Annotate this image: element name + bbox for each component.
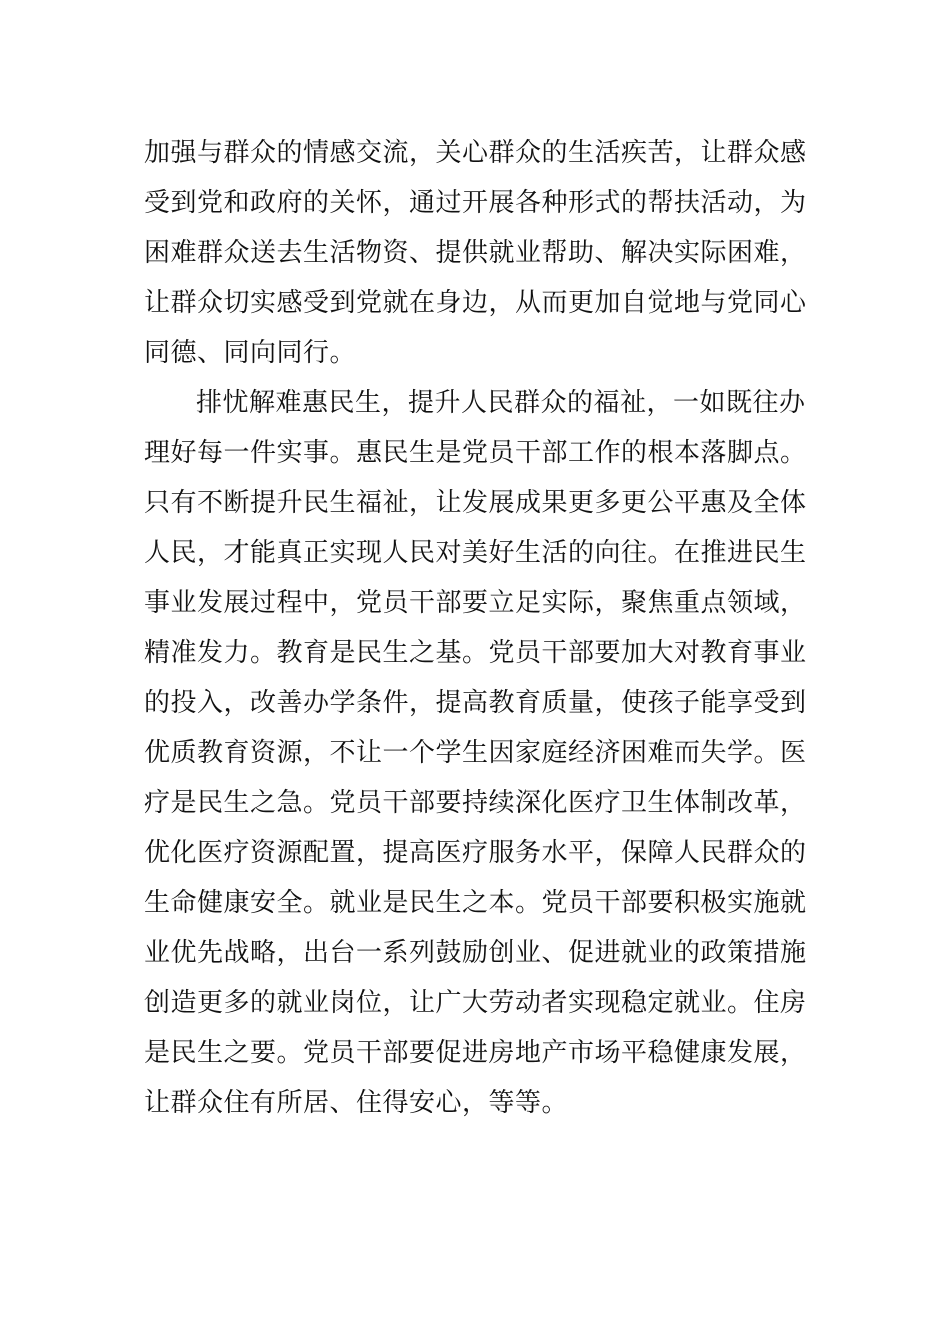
- text-line: 优质教育资源，不让一个学生因家庭经济困难而失学。医: [144, 738, 807, 768]
- text-line: 理好每一件实事。惠民生是党员干部工作的根本落脚点。: [144, 438, 807, 468]
- text-line: 事业发展过程中，党员干部要立足实际，聚焦重点领域，: [144, 588, 807, 618]
- text-line: 优化医疗资源配置，提高医疗服务水平，保障人民群众的: [144, 838, 807, 868]
- paragraph-2: [144, 378, 810, 1128]
- text-line: 让群众切实感受到党就在身边，从而更加自觉地与党同心: [144, 288, 807, 318]
- text-line: 创造更多的就业岗位，让广大劳动者实现稳定就业。住房: [144, 988, 807, 1018]
- text-line: 受到党和政府的关怀，通过开展各种形式的帮扶活动，为: [144, 188, 807, 218]
- body-text: [144, 128, 810, 1128]
- text-line: 业优先战略，出台一系列鼓励创业、促进就业的政策措施: [144, 938, 807, 968]
- text-line: 加强与群众的情感交流，关心群众的生活疾苦，让群众感: [144, 138, 807, 168]
- text-line: 的投入，改善办学条件，提高教育质量，使孩子能享受到: [144, 688, 807, 718]
- text-line: 是民生之要。党员干部要促进房地产市场平稳健康发展，: [144, 1038, 807, 1068]
- text-line: 困难群众送去生活物资、提供就业帮助、解决实际困难，: [144, 238, 807, 268]
- text-line: 精准发力。教育是民生之基。党员干部要加大对教育事业: [144, 638, 807, 668]
- text-line: 让群众住有所居、住得安心，等等。: [144, 1088, 569, 1118]
- text-line: 疗是民生之急。党员干部要持续深化医疗卫生体制改革，: [144, 788, 807, 818]
- paragraph-1: [144, 128, 810, 378]
- text-line: 只有不断提升民生福祉，让发展成果更多更公平惠及全体: [144, 488, 807, 518]
- text-line: 生命健康安全。就业是民生之本。党员干部要积极实施就: [144, 888, 807, 918]
- text-line: 排忧解难惠民生，提升人民群众的福祉，一如既往办: [196, 388, 806, 418]
- text-line: 同德、同向同行。: [144, 338, 357, 368]
- text-line: 人民，才能真正实现人民对美好生活的向往。在推进民生: [144, 538, 807, 568]
